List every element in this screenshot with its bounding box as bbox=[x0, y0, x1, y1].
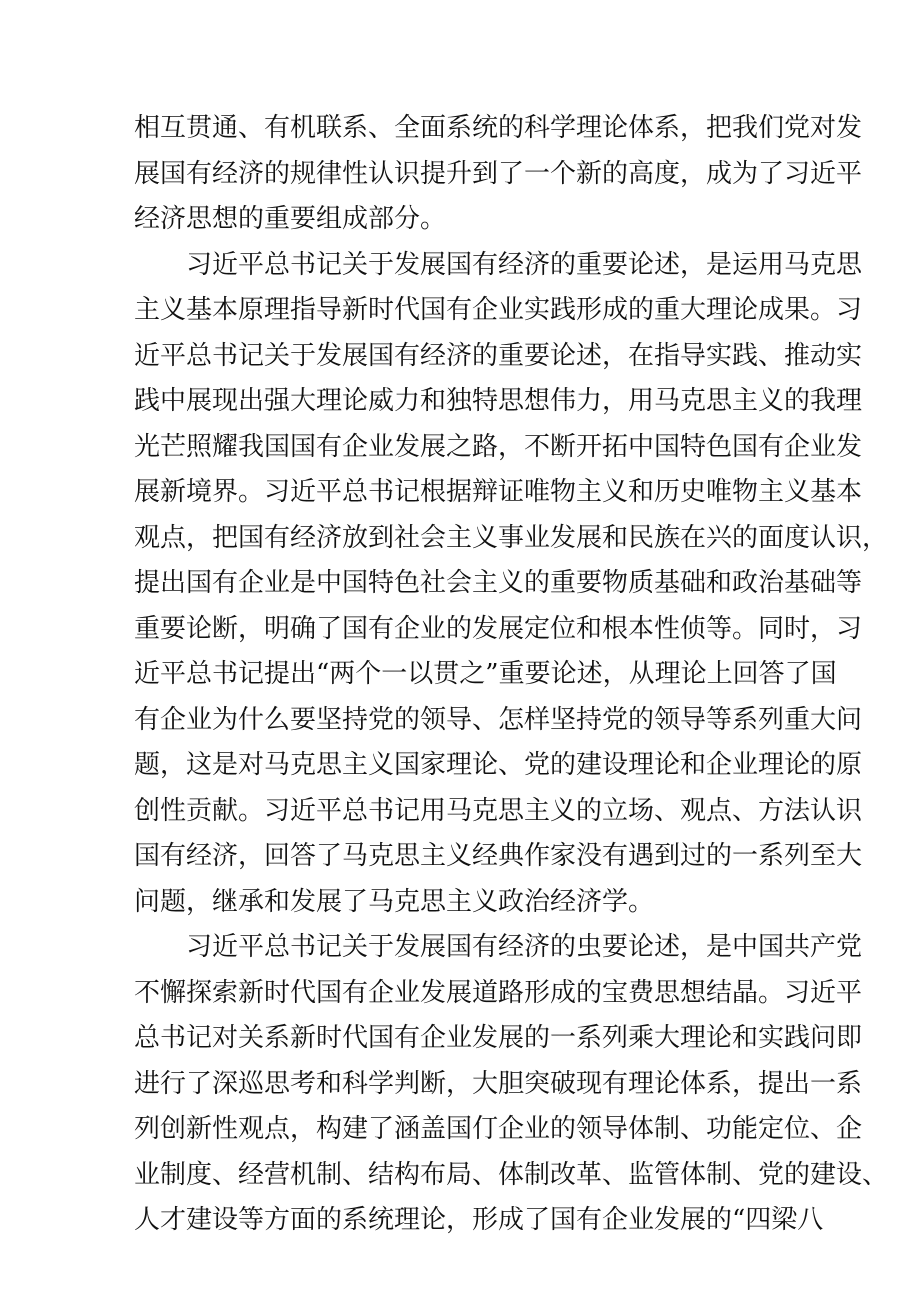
paragraph-line: 提出国有企业是中国特色社会主义的重要物质基础和政治基础等 bbox=[134, 568, 863, 598]
paragraph-line: 光芒照耀我国国有企业发展之路，不断开拓中国特色国有企业发 bbox=[134, 431, 863, 462]
paragraph-line: 观点，把国有经济放到社会主义事业发展和民族在兴的面度认识， bbox=[134, 522, 889, 553]
paragraph-line: 总书记对关系新时代国有企业发展的一系列乘大理论和实践问即 bbox=[134, 1023, 863, 1053]
paragraph-2 bbox=[134, 243, 889, 926]
paragraph-line: 不懈探索新时代国有企业发展道路形成的宝费思想结晶。习近平 bbox=[134, 977, 863, 1008]
paragraph-line: 主义基本原理指导新时代国有企业实践形成的重大理论成果。习 bbox=[134, 295, 863, 325]
paragraph-line: 展国有经济的规律性认识提升到了一个新的高度，成为了习近平 bbox=[134, 158, 863, 189]
paragraph-line: 有企业为什么要坚持党的领导、怎样坚持党的领导等系列重大问 bbox=[134, 704, 863, 735]
paragraph-line: 经济思想的重要组成部分。 bbox=[134, 204, 447, 234]
paragraph-line: 相互贯通、有机联系、全面系统的科学理论体系，把我们党对发 bbox=[134, 113, 863, 143]
paragraph-line: 重要论断，明确了国有企业的发展定位和根本性侦等。同时，习 bbox=[134, 613, 863, 644]
paragraph-line: 题，这是对马克思主义国家理论、党的建设理论和企业理论的原 bbox=[134, 750, 863, 780]
paragraph-line: 近平总书记提出“两个一以贯之”重要论述，从理论上回答了国 bbox=[134, 659, 837, 689]
paragraph-line: 习近平总书记关于发展国有经济的虫要论述，是中国共产党 bbox=[186, 932, 863, 962]
document-body bbox=[134, 106, 889, 1244]
paragraph-line: 业制度、经营机制、结构布局、体制改革、监管体制、党的建设、 bbox=[134, 1159, 889, 1190]
paragraph-line: 国有经济，回答了马克思主义经典作家没有遇到过的一系列至大 bbox=[134, 841, 863, 871]
paragraph-line: 人才建设等方面的系统理论，形成了国有企业发展的“四梁八 bbox=[134, 1205, 824, 1235]
paragraph-line: 展新境界。习近平总书记根据辩证唯物主义和历史唯物主义基本 bbox=[134, 477, 863, 507]
paragraph-line: 创性贡献。习近平总书记用马克思主义的立场、观点、方法认识 bbox=[134, 795, 863, 826]
paragraph-1 bbox=[134, 106, 863, 243]
paragraph-line: 进行了深巡思考和科学判断，大胆突破现有理论体系，提出一系 bbox=[134, 1068, 863, 1099]
paragraph-line: 习近平总书记关于发展国有经济的重要论述，是运用马克思 bbox=[186, 249, 863, 280]
paragraph-line: 践中展现出强大理论威力和独特思想伟力，用马克思主义的我理 bbox=[134, 386, 863, 416]
paragraph-3 bbox=[134, 925, 889, 1244]
paragraph-line: 列创新性观点，构建了涵盖国仃企业的领导体制、功能定位、企 bbox=[134, 1114, 863, 1144]
paragraph-line: 近平总书记关于发展国有经济的重要论述，在指导实践、推动实 bbox=[134, 340, 863, 371]
paragraph-line: 问题，继承和发展了马克思主义政治经济学。 bbox=[134, 886, 655, 917]
